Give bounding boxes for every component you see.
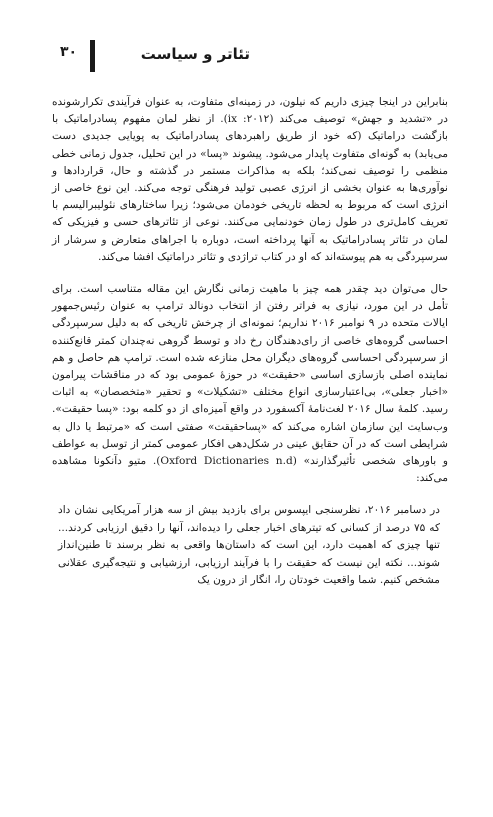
paragraph-gap (52, 266, 448, 281)
page-body (52, 94, 448, 590)
page-number: ۳۰ (60, 44, 78, 60)
paragraph-gap (52, 487, 448, 502)
page-header (60, 38, 250, 68)
body-paragraph-2: حال می‌توان دید چقدر همه چیز با ماهیت زمانی نگارش این مقاله متناسب است. برای تأمل در این مورد، نیازی به فراتر رفتن از انتخاب دونالد ترامپ به عنوان رئیس‌جمهور ایالات متحده در ۹ نوامبر ۲۰۱۶ نداریم؛ نمونه‌ای از چرخش تاریخی که به دلیل سرسپردگی احساسی گروه‌های خاصی از رای‌دهندگان رخ داد و توسط گروهی نه‌چندان کمتر قانع‌کننده از سرسپردگی احساسی گروه‌های دیگران محل منازعه شده است. ترامپ هم حاصل و هم نماینده اصلی بازسازی اساسی «حقیقت» در حوزهٔ عمومی بود که در مناقشات پیرامون «اخبار جعلی»، بی‌اعتبارسازی انواع مختلف «تشکیلات» و تحقیر «متخصصان» به اثبات رسید. کلمهٔ سال ۲۰۱۶ لغت‌نامهٔ آکسفورد در واقع آمیزه‌ای از دو کلمه بود: «پسا حقیقت». وب‌سایت این سازمان اشاره می‌کند که «پساحقیقت» صفتی است که «مرتبط یا دال به شرایطی است که در آن حقایق عینی در شکل‌دهی افکار عمومی کمتر از توسل به عواطف و باورهای شخصی تأثیرگذارند» (Oxford Dictionaries n.d). متیو دآنکونا مشاهده می‌کند: (52, 283, 448, 485)
running-title: تئاتر و سیاست (140, 45, 250, 63)
block-quote: در دسامبر ۲۰۱۶، نظرسنجی ایپسوس برای بازدید بیش از سه هزار آمریکایی نشان داد که ۷۵ درصد از کسانی که تیترهای اخبار جعلی را دیده‌اند، آنها را دقیق ارزیابی کردند... تنها چیزی که اهمیت دارد، این است که داستان‌ها واقعی به نظر برسند تا طنین‌انداز شوند... نکته این نیست که حقیقت را با فرآیند ارزیابی، ارزشیابی و نتیجه‌گیری عقلانی مشخص کنیم. شما واقعیت خودتان را، انگار از درون یک (58, 504, 440, 587)
header-divider-bar (90, 40, 95, 72)
body-paragraph-1: بنابراین در اینجا چیزی داریم که نیلون، در زمینه‌ای متفاوت، به عنوان فرآیندی تکرارشونده در «تشدید و جهش» توصیف می‌کند (ix :۲۰۱۲). از نظر لمان مفهوم پسادراماتیک با بازگشت دراماتیک (که خود از طریق راهبردهای پسادراماتیک به پویایی جدیدی دست می‌یابد) به گونه‌ای متفاوت پایدار می‌شود. پیشوند «پسا» در این تحلیل، جدول زمانی خطی منظمی را توصیف نمی‌کند؛ بلکه به مذاکرات مستمر در گذشته و حال، قراردادها و نوآوری‌ها به عنوان بخشی از انرژی عصبی تولید فرهنگی توجه می‌کند. این نوع خاصی از انرژی است که مربوط به لحظه تاریخی خودمان می‌شود؛ زیرا ساختارهای نئولیبرالیسم با تعریف کامل‌تری در طول زمان خودنمایی می‌کنند. نوعی از تئاترهای حسی و فیزیکی که لمان در تئاتر پسادراماتیک به آنها پرداخته است، دوباره با اجراهای متعارض و سرشار از سرسپردگی به هم پیوسته‌اند که او در کتاب تراژدی و تئاتر دراماتیک افشا می‌کند. (52, 96, 449, 263)
